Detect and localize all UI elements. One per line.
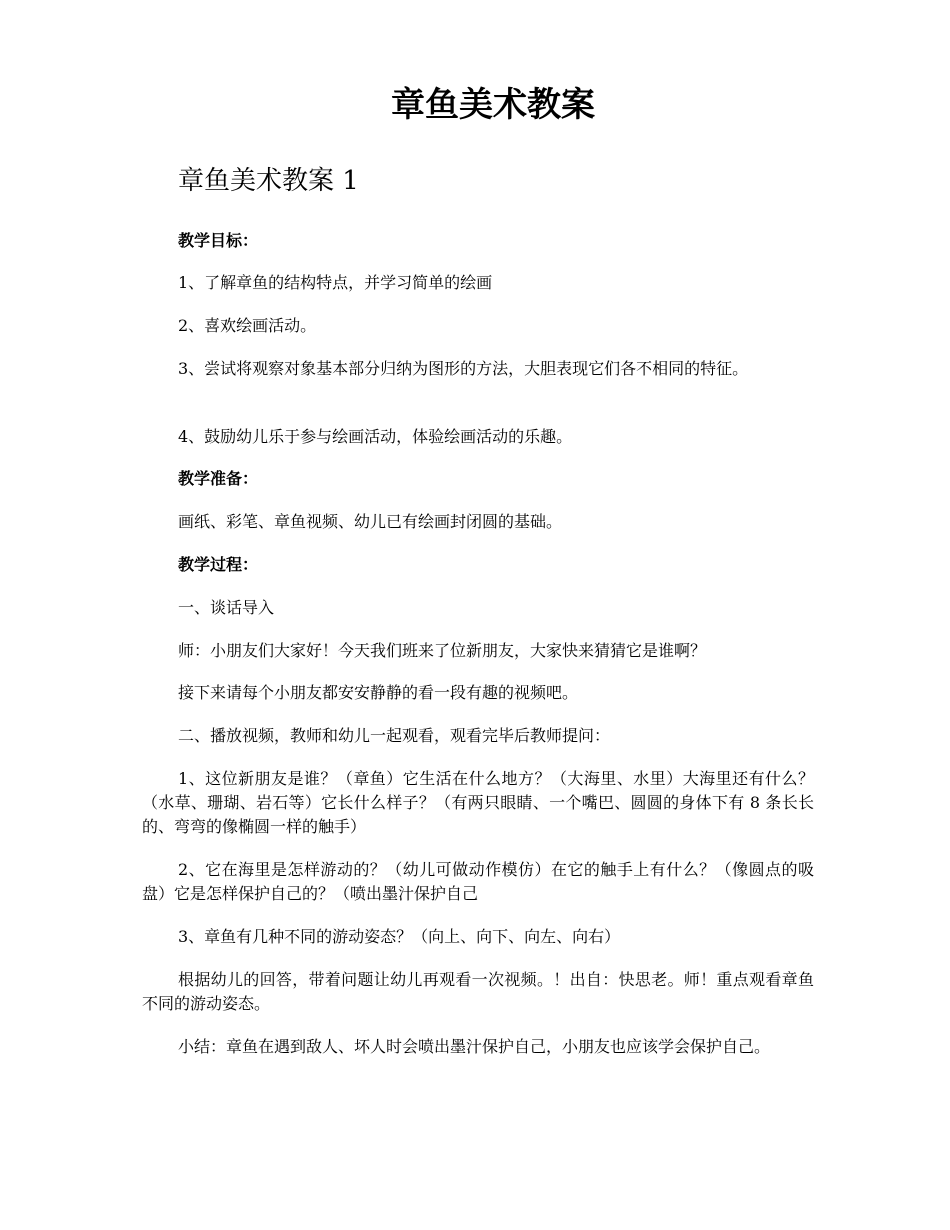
process-step-2: 二、播放视频，教师和幼儿一起观看，观看完毕后教师提问： — [178, 726, 611, 745]
question-3: 3、章鱼有几种不同的游动姿态？（向上、向下、向左、向右） — [178, 927, 621, 946]
heading-teaching-prep: 教学准备： — [178, 469, 259, 488]
goal-item-2: 2、喜欢绘画活动。 — [178, 316, 317, 335]
goal-item-1: 1、了解章鱼的结构特点，并学习简单的绘画 — [178, 273, 493, 292]
prep-materials: 画纸、彩笔、章鱼视频、幼儿已有绘画封闭圆的基础。 — [178, 512, 563, 531]
heading-teaching-process: 教学过程： — [178, 555, 259, 574]
process-teacher-greeting: 师：小朋友们大家好！今天我们班来了位新朋友，大家快来猜猜它是谁啊？ — [178, 641, 707, 660]
process-watch-video: 接下来请每个小朋友都安安静静的看一段有趣的视频吧。 — [178, 683, 579, 702]
document-title: 章鱼美术教案 — [391, 85, 595, 125]
section-title: 章鱼美术教案 1 — [178, 166, 359, 196]
goal-item-3: 3、尝试将观察对象基本部分归纳为图形的方法，大胆表现它们各不相同的特征。 — [178, 359, 749, 378]
question-1: 1、这位新朋友是谁？（章鱼）它生活在什么地方？（大海里、水里）大海里还有什么？（水草、珊瑚、岩石等）它长什么样子？（有两只眼睛、一个嘴巴、圆圆的身体下有 8 条长长的、弯弯的像椭圆一样的触手） — [142, 769, 814, 836]
goal-item-4: 4、鼓励幼儿乐于参与绘画活动，体验绘画活动的乐趣。 — [178, 427, 573, 446]
question-2: 2、它在海里是怎样游动的？（幼儿可做动作模仿）在它的触手上有什么？（像圆点的吸盘）它是怎样保护自己的？（喷出墨汁保护自己 — [142, 860, 814, 903]
process-step-1: 一、谈话导入 — [178, 598, 275, 617]
summary: 小结：章鱼在遇到敌人、坏人时会喷出墨汁保护自己，小朋友也应该学会保护自己。 — [178, 1037, 771, 1056]
rewatch-instruction: 根据幼儿的回答，带着问题让幼儿再观看一次视频。！出自：快思老。师！重点观看章鱼不同的游动姿态。 — [142, 970, 814, 1013]
heading-teaching-goals: 教学目标： — [178, 231, 259, 250]
